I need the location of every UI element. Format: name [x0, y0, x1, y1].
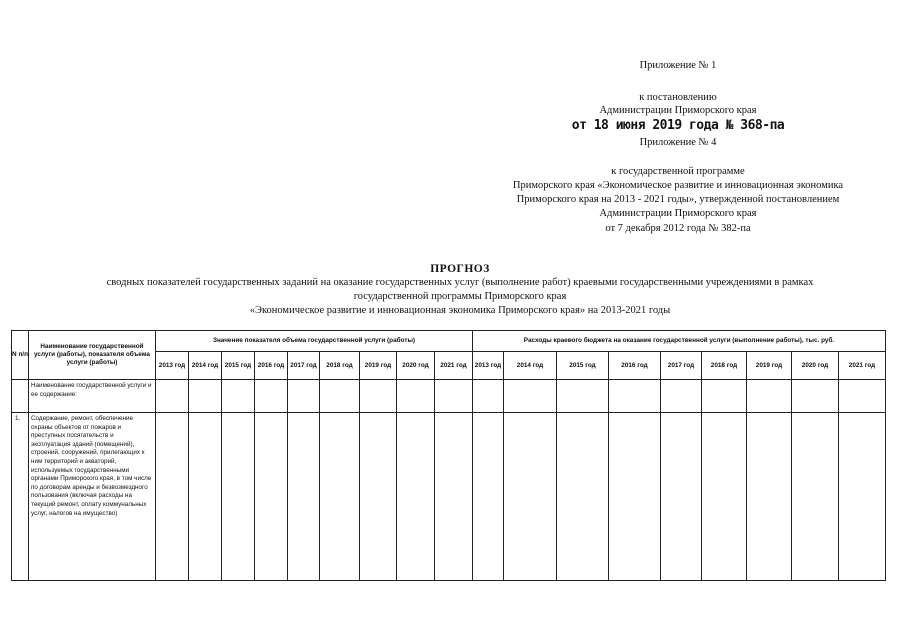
administration-label: Администрации Приморского края	[599, 105, 757, 116]
resolution-date-stamp: от 18 июня 2019 года № 368-па	[571, 118, 785, 133]
title-line-3: «Экономическое развитие и инновационная экономика Приморского края» на 2013-2021 годы	[249, 305, 671, 316]
program-line-1: к государственной программе	[611, 166, 745, 177]
expenses-group-header: Расходы краевого бюджета на оказание государственной услуги (выполнение работы), тыс. руб.	[473, 331, 886, 352]
volume-year-2019: 2019 год	[360, 352, 397, 380]
program-line-3: Приморского края на 2013 - 2021 годы», утвержденной постановлением	[516, 194, 840, 205]
volume-group-header: Значение показателя объема государственной услуги (работы)	[156, 331, 473, 352]
expense-year-2016: 2016 год	[609, 352, 661, 380]
volume-year-2016: 2016 год	[255, 352, 288, 380]
table-row	[12, 413, 886, 581]
title-heading: ПРОГНОЗ	[430, 263, 490, 275]
resolution-label: к постановлению	[639, 92, 717, 103]
appendix-1-label: Приложение № 1	[639, 60, 717, 71]
volume-year-2015: 2015 год	[222, 352, 255, 380]
expense-year-2017: 2017 год	[661, 352, 702, 380]
volume-year-2013: 2013 год	[156, 352, 189, 380]
expense-year-2014: 2014 год	[504, 352, 557, 380]
volume-year-2021: 2021 год	[435, 352, 473, 380]
program-line-4: Администрации Приморского края	[599, 208, 757, 219]
row-number: 1.	[12, 413, 29, 581]
volume-year-2014: 2014 год	[189, 352, 222, 380]
appendix-4-label: Приложение № 4	[639, 137, 717, 148]
expense-year-2020: 2020 год	[792, 352, 839, 380]
expense-year-2015: 2015 год	[557, 352, 609, 380]
expense-year-2013: 2013 год	[473, 352, 504, 380]
program-line-5: от 7 декабря 2012 года № 382-па	[605, 223, 751, 234]
volume-year-2020: 2020 год	[397, 352, 435, 380]
title-line-2: государственной программы Приморского края	[353, 291, 567, 302]
col-number-header: N п/п	[12, 331, 29, 380]
col-name-header: Наименование государственной услуги (работы), показателя объема услуги (работы)	[29, 331, 156, 380]
table-row	[12, 380, 886, 413]
program-line-2: Приморского края «Экономическое развитие и инновационная экономика	[512, 180, 844, 191]
forecast-table	[11, 330, 886, 581]
document-title	[30, 262, 890, 318]
volume-year-2018: 2018 год	[320, 352, 360, 380]
row-number	[12, 380, 29, 413]
expense-year-2019: 2019 год	[747, 352, 792, 380]
expense-year-2018: 2018 год	[702, 352, 747, 380]
row-name: Наименование государственной услуги и ее содержание:	[29, 380, 156, 413]
expense-year-2021: 2021 год	[839, 352, 886, 380]
row-name: Содержание, ремонт, обеспечение охраны объектов от пожаров и преступных посягательств и эксплуатация зданий (помещений), строений, сооружений, прилегающих к ним территорий и акваторий, используемых государственными органами Приморского края, в том числе по договорам аренды и безвозмездного пользования (включая расходы на текущий ремонт, оплату коммунальных услуг, налогов на имущество)	[29, 413, 156, 581]
volume-year-2017: 2017 год	[288, 352, 320, 380]
title-line-1: сводных показателей государственных заданий на оказание государственных услуг (выполнение работ) краевыми государственными учреждениями в рамках	[106, 277, 814, 288]
